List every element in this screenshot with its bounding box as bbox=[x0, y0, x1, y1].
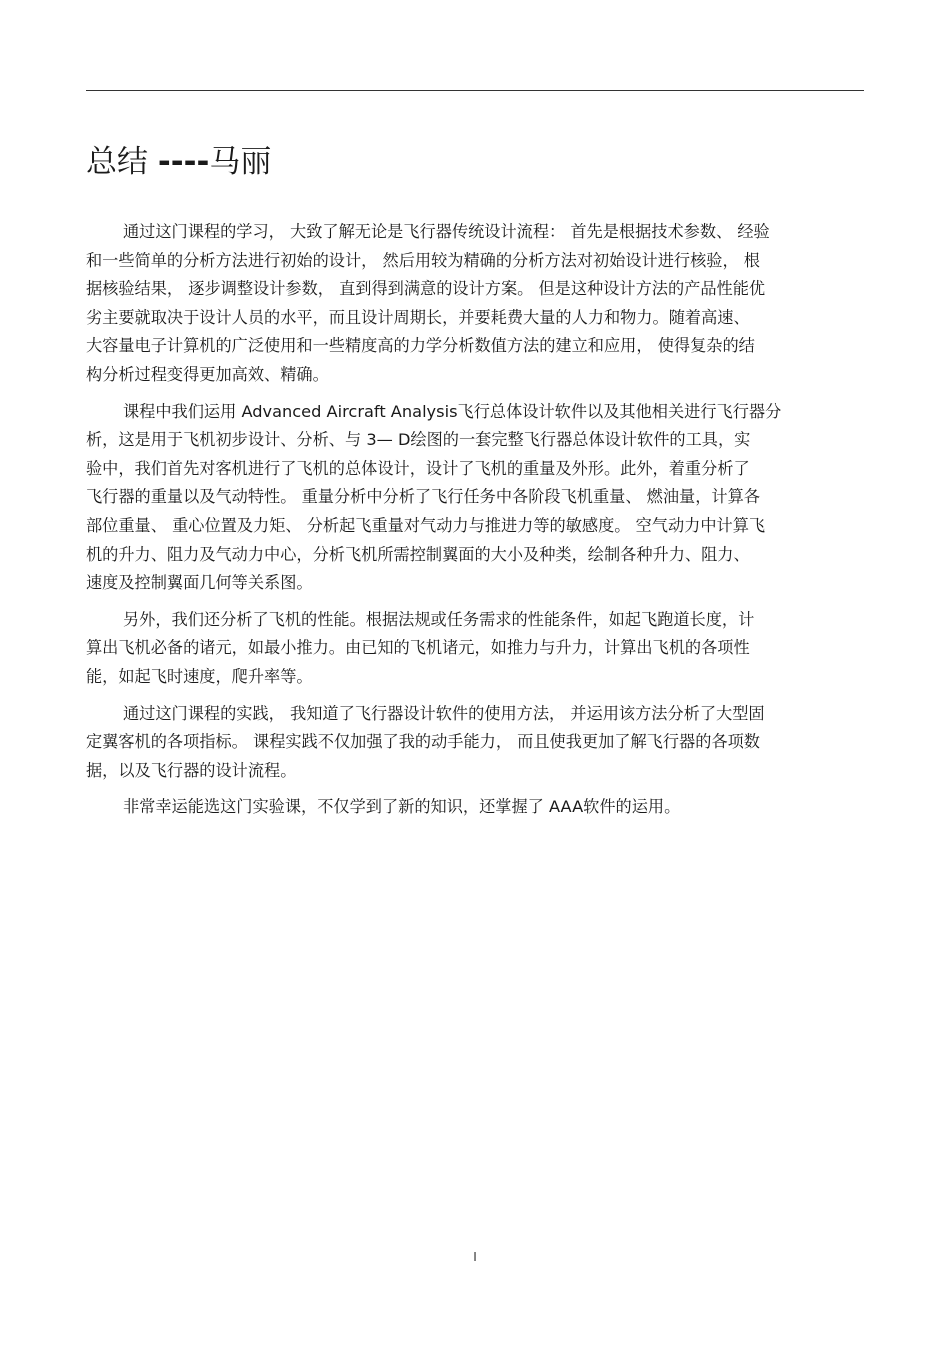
text-line: 构分析过程变得更加高效、精确。 bbox=[86, 364, 329, 384]
header-rule bbox=[86, 90, 864, 91]
text-line: 通过这门课程的学习， 大致了解无论是飞行器传统设计流程： 首先是根据技术参数、 经验 bbox=[123, 222, 770, 241]
text-line: 定翼客机的各项指标。 课程实践不仅加强了我的动手能力， 而且使我更加了解飞行器的各项数 bbox=[86, 732, 760, 752]
paragraph-4 bbox=[86, 700, 864, 786]
text-line: 能，如起飞时速度，爬升率等。 bbox=[86, 666, 313, 686]
text-line: 非常幸运能选这门实验课，不仅学到了新的知识，还掌握了 AAA软件的运用。 bbox=[123, 797, 681, 817]
text-line: 课程中我们运用 Advanced Aircraft Analysis飞行总体设计软件以及其他相关进行飞行器分 bbox=[123, 401, 782, 421]
page-number: I bbox=[473, 1250, 477, 1264]
text-line: 验中，我们首先对客机进行了飞机的总体设计，设计了飞机的重量及外形。此外，着重分析了 bbox=[86, 458, 750, 478]
text-line: 析，这是用于飞机初步设计、分析、与 3— D绘图的一套完整飞行器总体设计软件的工具，实 bbox=[86, 430, 751, 450]
title-main: 总结 bbox=[86, 144, 158, 180]
text-line: 机的升力、阻力及气动力中心，分析飞机所需控制翼面的大小及种类，绘制各种升力、阻力、 bbox=[86, 544, 750, 564]
paragraph-3 bbox=[86, 606, 864, 692]
page-title bbox=[86, 140, 271, 184]
text-line: 劣主要就取决于设计人员的水平，而且设计周期长，并要耗费大量的人力和物力。随着高速、 bbox=[86, 307, 750, 327]
text-line: 据核验结果， 逐步调整设计参数， 直到得到满意的设计方案。 但是这种设计方法的产品性能优 bbox=[86, 279, 766, 299]
text-line: 速度及控制翼面几何等关系图。 bbox=[86, 573, 313, 593]
text-line: 另外，我们还分析了飞机的性能。根据法规或任务需求的性能条件，如起飞跑道长度，计 bbox=[123, 609, 755, 629]
text-line: 大容量电子计算机的广泛使用和一些精度高的力学分析数值方法的建立和应用， 使得复杂的结 bbox=[86, 336, 755, 356]
text-line: 算出飞机必备的诸元，如最小推力。由已知的飞机诸元，如推力与升力，计算出飞机的各项性 bbox=[86, 638, 750, 658]
paragraph-1 bbox=[86, 218, 864, 390]
text-line: 飞行器的重量以及气动特性。 重量分析中分析了飞行任务中各阶段飞机重量、 燃油量，计算各 bbox=[86, 487, 760, 507]
text-line: 据，以及飞行器的设计流程。 bbox=[86, 760, 297, 780]
body-text bbox=[86, 218, 864, 830]
paragraph-2 bbox=[86, 398, 864, 598]
text-line: 和一些简单的分析方法进行初始的设计， 然后用较为精确的分析方法对初始设计进行核验， 根 bbox=[86, 250, 760, 270]
text-line: 通过这门课程的实践， 我知道了飞行器设计软件的使用方法， 并运用该方法分析了大型固 bbox=[123, 703, 765, 723]
paragraph-5 bbox=[86, 793, 864, 822]
title-name: 马丽 bbox=[209, 144, 272, 180]
text-line: 部位重量、 重心位置及力矩、 分析起飞重量对气动力与推进力等的敏感度。 空气动力中计算飞 bbox=[86, 515, 766, 535]
title-dash: ---- bbox=[157, 144, 210, 180]
